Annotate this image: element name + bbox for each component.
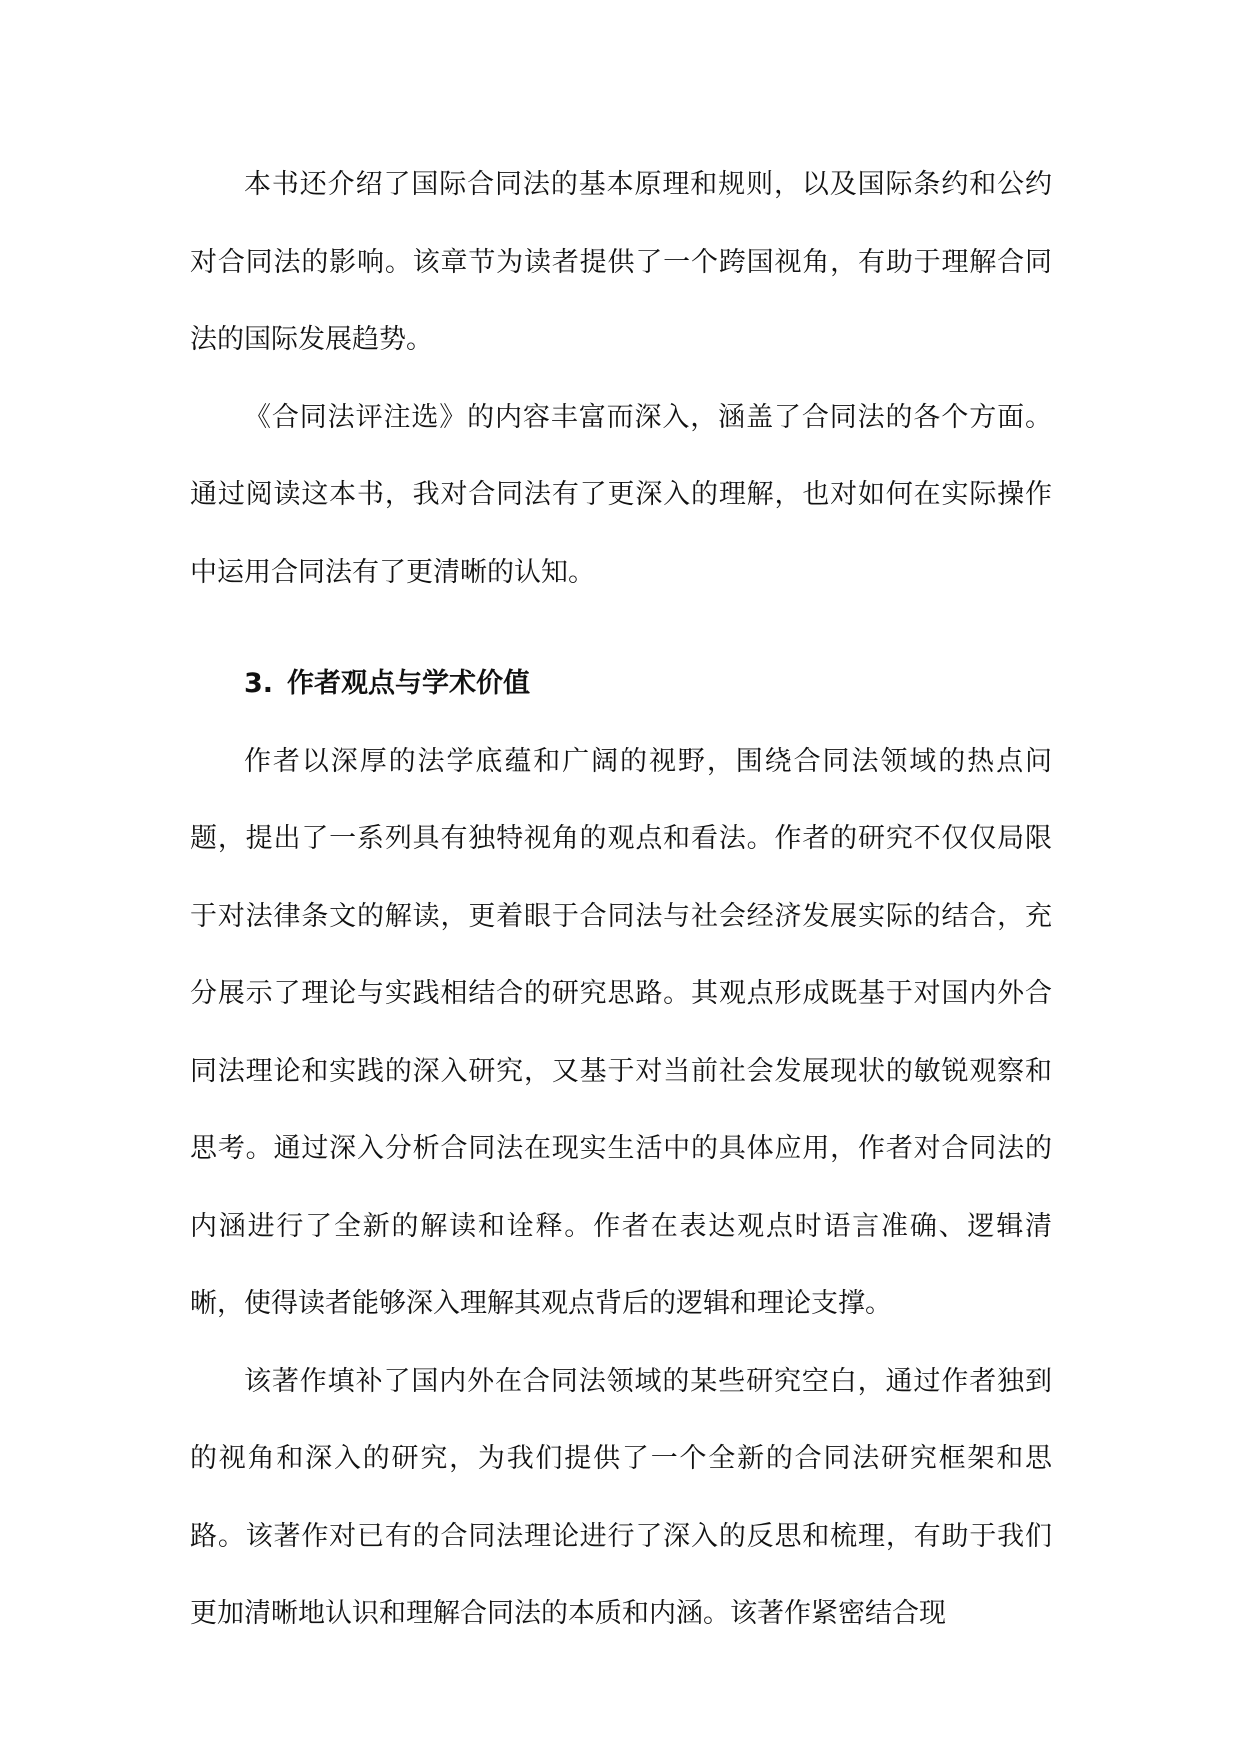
- section-heading: [190, 645, 1052, 723]
- paragraph-academic-value: 该著作填补了国内外在合同法领域的某些研究空白，通过作者独到的视角和深入的研究，为我们提供了一个全新的合同法研究框架和思路。该著作对已有的合同法理论进行了深入的反思和梳理，有助于我们更加清晰地认识和理解合同法的本质和内涵。该著作紧密结合现: [190, 1365, 1052, 1629]
- paragraph-international-contract-law: 本书还介绍了国际合同法的基本原理和规则，以及国际条约和公约对合同法的影响。该章节为读者提供了一个跨国视角，有助于理解合同法的国际发展趋势。: [190, 169, 1052, 355]
- paragraph-author-viewpoint: 作者以深厚的法学底蕴和广阔的视野，围绕合同法领域的热点问题，提出了一系列具有独特视角的观点和看法。作者的研究不仅仅局限于对法律条文的解读，更着眼于合同法与社会经济发展实际的结合，充分展示了理论与实践相结合的研究思路。其观点形成既基于对国内外合同法理论和实践的深入研究，又基于对当前社会发展现状的敏锐观察和思考。通过深入分析合同法在现实生活中的具体应用，作者对合同法的内涵进行了全新的解读和诠释。作者在表达观点时语言准确、逻辑清晰，使得读者能够深入理解其观点背后的逻辑和理论支撑。: [190, 745, 1052, 1319]
- document-body: [190, 146, 1052, 1653]
- section-number: 3.: [244, 668, 274, 699]
- section-title: 作者观点与学术价值: [287, 668, 531, 699]
- paragraph-book-summary: 《合同法评注选》的内容丰富而深入，涵盖了合同法的各个方面。通过阅读这本书，我对合同法有了更深入的理解，也对如何在实际操作中运用合同法有了更清晰的认知。: [190, 401, 1052, 588]
